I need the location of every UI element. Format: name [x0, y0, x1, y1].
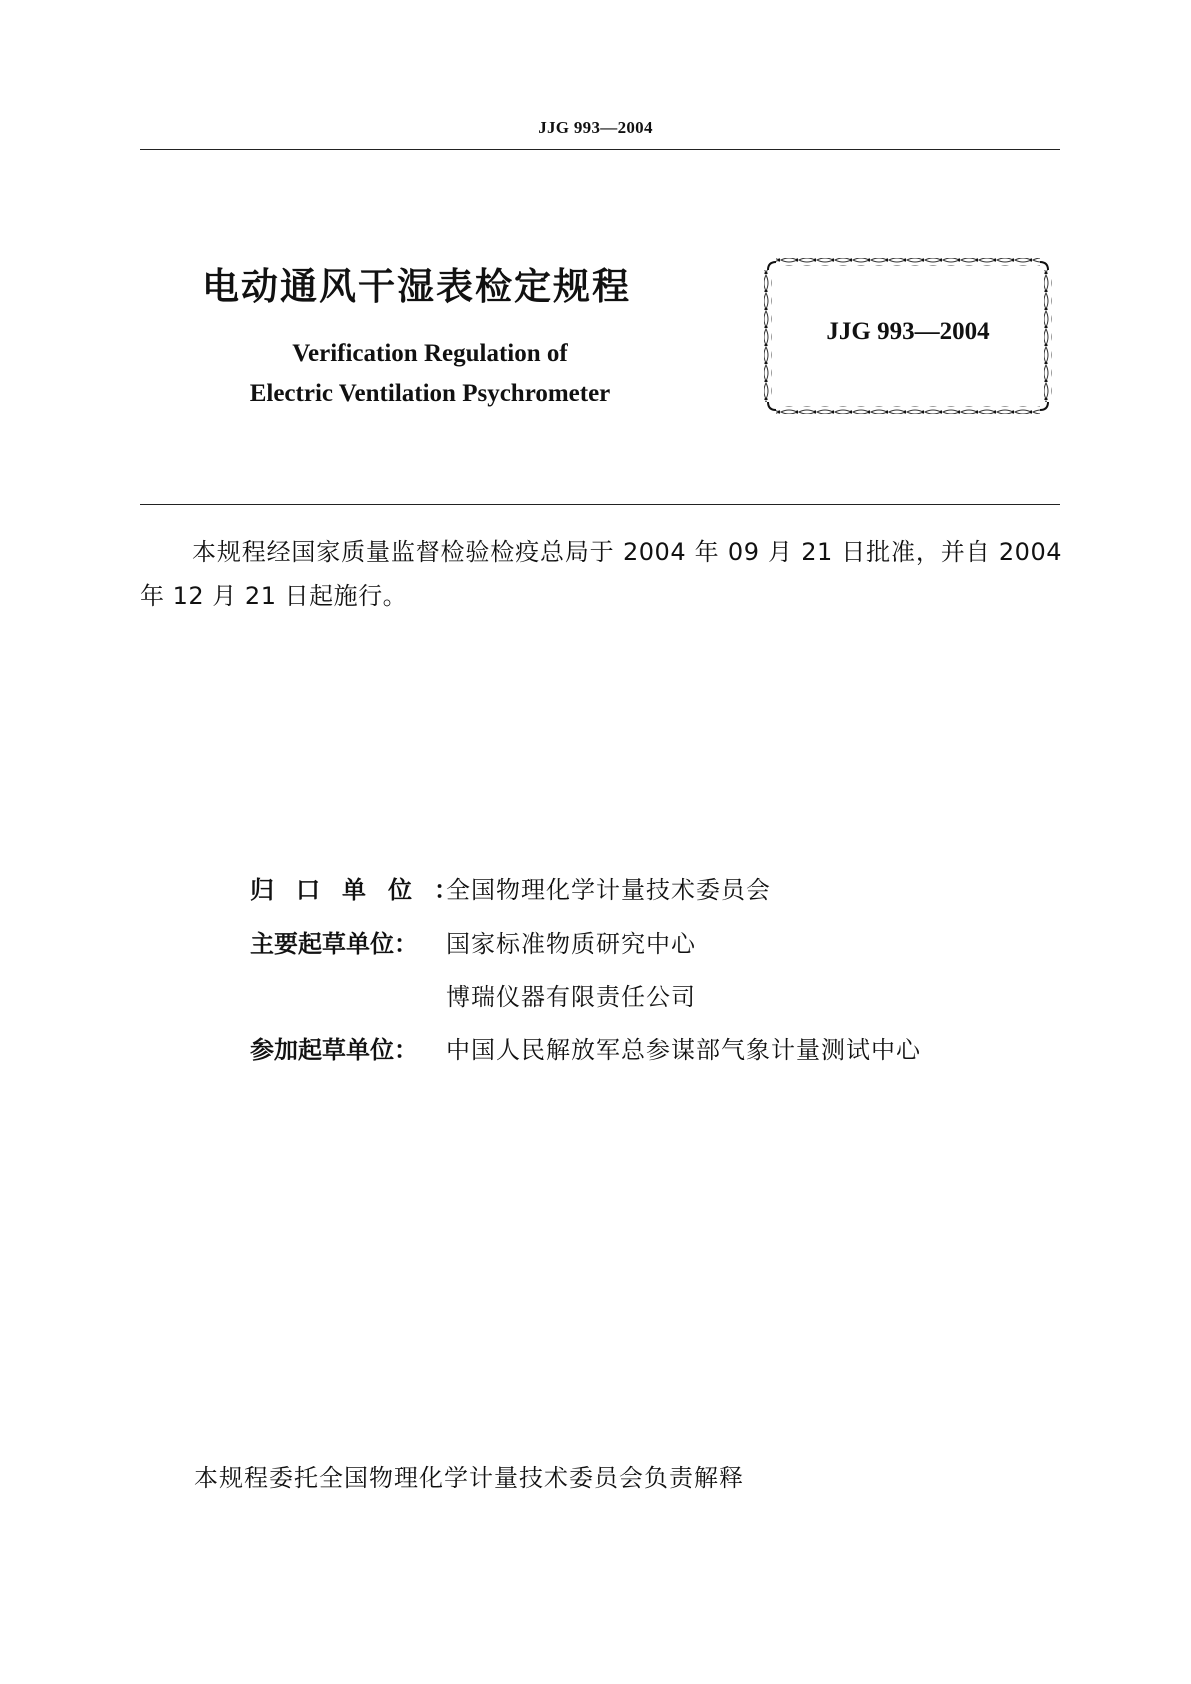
main-drafting-label: 主要起草单位： [250, 930, 418, 958]
section-rule [140, 504, 1060, 505]
responsible-unit-label: 归口单位： [250, 876, 480, 904]
participating-drafting-label: 参加起草单位： [250, 1036, 418, 1064]
title-chinese: 电动通风干湿表检定规程 [202, 265, 631, 308]
participating-drafting-row [250, 1030, 921, 1065]
main-drafting-row [250, 924, 696, 959]
main-drafting-value-2: 博瑞仪器有限责任公司 [446, 983, 696, 1011]
header-rule [140, 149, 1060, 150]
title-english-line1: Verification Regulation of [292, 340, 568, 367]
participating-drafting-value: 中国人民解放军总参谋部气象计量测试中心 [446, 1036, 921, 1064]
responsible-unit-row [250, 870, 771, 905]
interpretation-note: 本规程委托全国物理化学计量技术委员会负责解释 [194, 1464, 744, 1492]
code-box-text: JJG 993—2004 [826, 318, 990, 345]
code-box [762, 256, 1054, 416]
main-drafting-row-2 [250, 977, 696, 1012]
title-english-line2: Electric Ventilation Psychrometer [249, 380, 611, 407]
running-header-code: JJG 993—2004 [538, 118, 653, 137]
main-drafting-value-1: 国家标准物质研究中心 [446, 930, 696, 958]
approval-paragraph: 本规程经国家质量监督检验检疫总局于 2004 年 09 月 21 日批准，并自 2004 年 12 月 21 日起施行。 [140, 538, 1062, 610]
responsible-unit-value: 全国物理化学计量技术委员会 [446, 876, 771, 904]
